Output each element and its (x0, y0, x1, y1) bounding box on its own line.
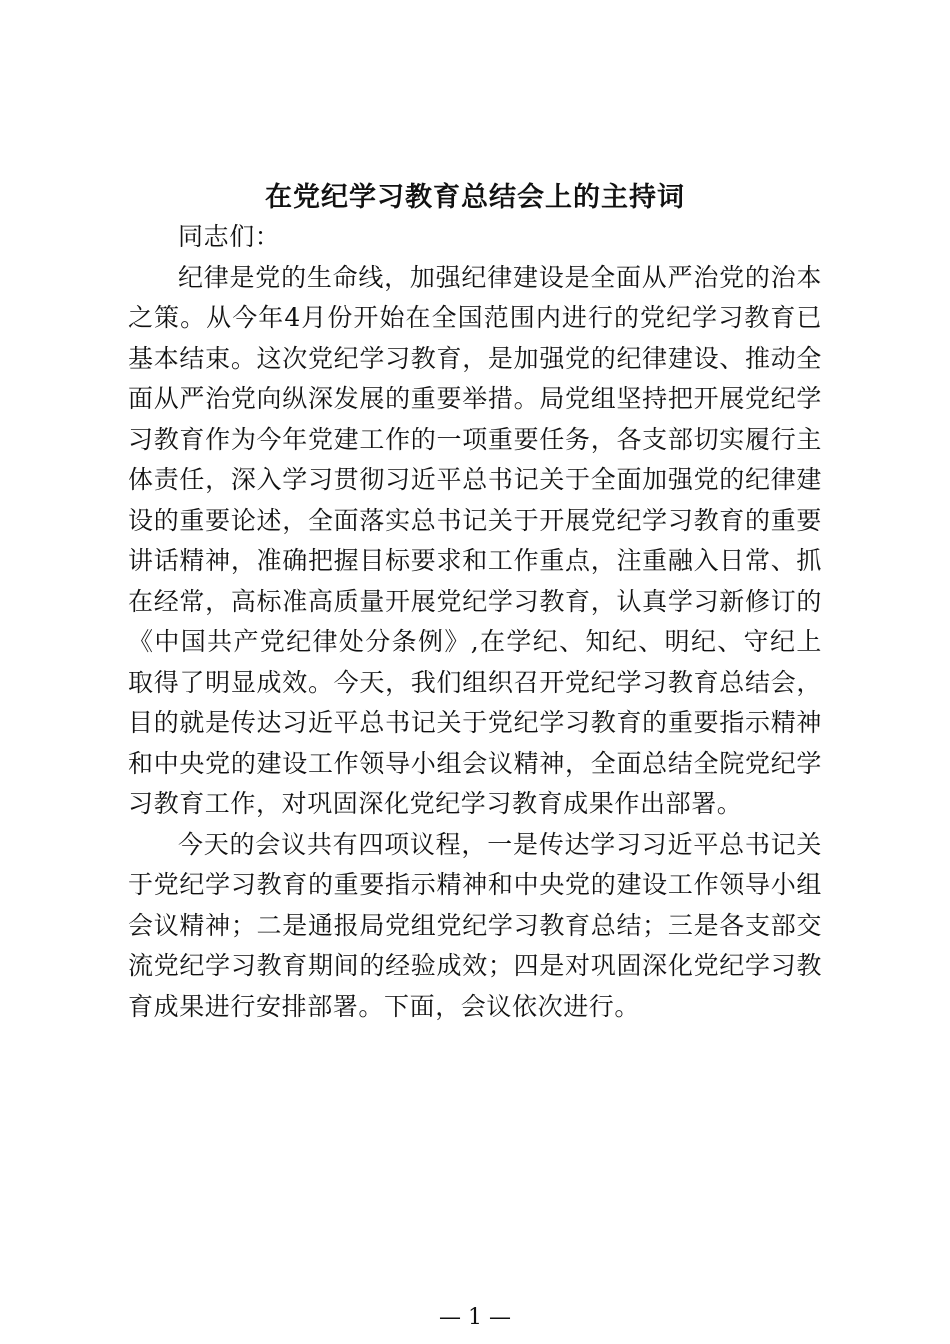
paragraph-2: 今天的会议共有四项议程，一是传达学习习近平总书记关于党纪学习教育的重要指示精神和中央党的建设工作领导小组会议精神；二是通报局党组党纪学习教育总结；三是各支部交流党纪学习教育期间的经验成效；四是对巩固深化党纪学习教育成果进行安排部署。下面，会议依次进行。 (128, 829, 822, 1021)
document-body (128, 217, 822, 1027)
paragraph-1: 纪律是党的生命线，加强纪律建设是全面从严治党的治本之策。从今年4月份开始在全国范围内进行的党纪学习教育已基本结束。这次党纪学习教育，是加强党的纪律建设、推动全面从严治党向纵深发展的重要举措。局党组坚持把开展党纪学习教育作为今年党建工作的一项重要任务，各支部切实履行主体责任，深入学习贯彻习近平总书记关于全面加强党的纪律建设的重要论述，全面落实总书记关于开展党纪学习教育的重要讲话精神，准确把握目标要求和工作重点，注重融入日常、抓在经常，高标准高质量开展党纪学习教育，认真学习新修订的《中国共产党纪律处分条例》,在学纪、知纪、明纪、守纪上取得了明显成效。今天，我们组织召开党纪学习教育总结会，目的就是传达习近平总书记关于党纪学习教育的重要指示精神和中央党的建设工作领导小组会议精神，全面总结全院党纪学习教育工作，对巩固深化党纪学习教育成果作出部署。 (128, 262, 822, 818)
salutation: 同志们： (178, 222, 281, 251)
page-number: — 1 — (439, 1305, 511, 1330)
document-title: 在党纪学习教育总结会上的主持词 (265, 182, 685, 213)
